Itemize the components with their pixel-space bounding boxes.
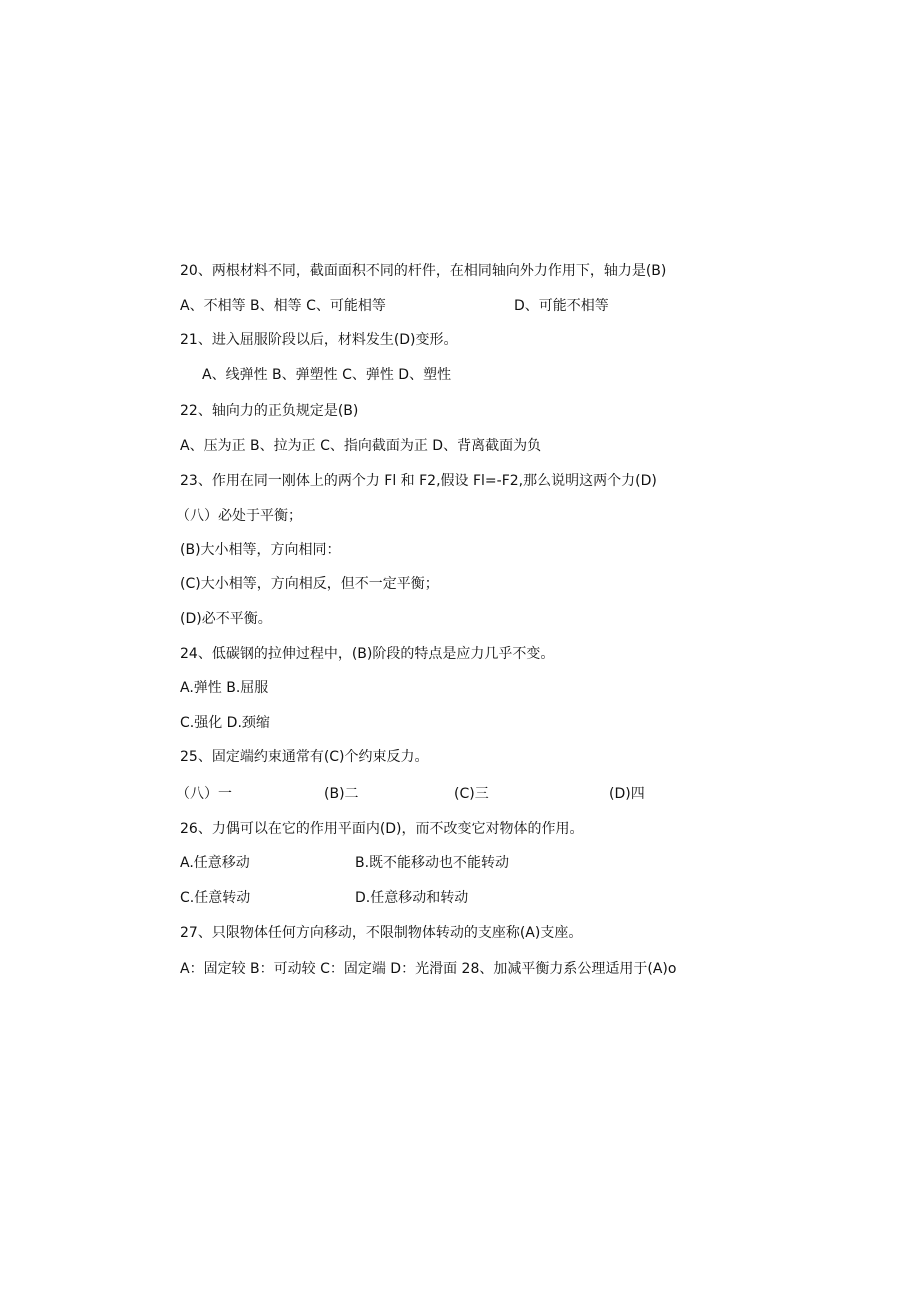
q23-option-b: (B)大小相等，方向相同： [180,542,341,558]
question-22: 22、轴向力的正负规定是(B) [180,403,359,419]
q25-option-b: (B)二 [324,786,359,802]
q26-option-a: A.任意移动 [180,855,250,871]
q25-option-a: （八）一 [176,786,232,802]
q23-option-c: (C)大小相等，方向相反，但不一定平衡； [180,576,439,592]
q24-options-cd: C.强化 D.颈缩 [180,715,270,731]
q24-options-ab: A.弹性 B.屈服 [180,680,269,696]
question-27: 27、只限物体任何方向移动，不限制物体转动的支座称(A)支座。 [180,925,583,941]
q26-option-b: B.既不能移动也不能转动 [355,855,510,871]
question-20: 20、两根材料不同，截面面积不同的杆件，在相同轴向外力作用下，轴力是(B) [180,263,667,279]
question-24: 24、低碳钢的拉伸过程中，(B)阶段的特点是应力几乎不变。 [180,646,555,662]
q27-options: A：固定较 B：可动较 C：固定端 D：光滑面 28、加减平衡力系公理适用于(A)o [180,961,677,977]
q25-option-d: (D)四 [609,786,645,802]
q20-options-abc: A、不相等 B、相等 C、可能相等 [180,298,386,314]
q22-options: A、压为正 B、拉为正 C、指向截面为正 D、背离截面为负 [180,438,542,454]
q23-option-a: （八）必处于平衡； [176,508,302,524]
q26-option-d: D.任意移动和转动 [355,890,469,906]
question-23: 23、作用在同一刚体上的两个力 Fl 和 F2,假设 Fl=-F2,那么说明这两个力(D) [180,473,657,489]
q20-option-d: D、可能不相等 [514,298,609,314]
q26-option-c: C.任意转动 [180,890,251,906]
q25-option-c: (C)三 [454,786,489,802]
q23-option-d: (D)必不平衡。 [180,611,272,627]
question-26: 26、力偶可以在它的作用平面内(D)，而不改变它对物体的作用。 [180,821,584,837]
question-21: 21、进入屈服阶段以后，材料发生(D)变形。 [180,332,458,348]
q21-options: A、线弹性 B、弹塑性 C、弹性 D、塑性 [202,367,452,383]
question-25: 25、固定端约束通常有(C)个约束反力。 [180,749,429,765]
